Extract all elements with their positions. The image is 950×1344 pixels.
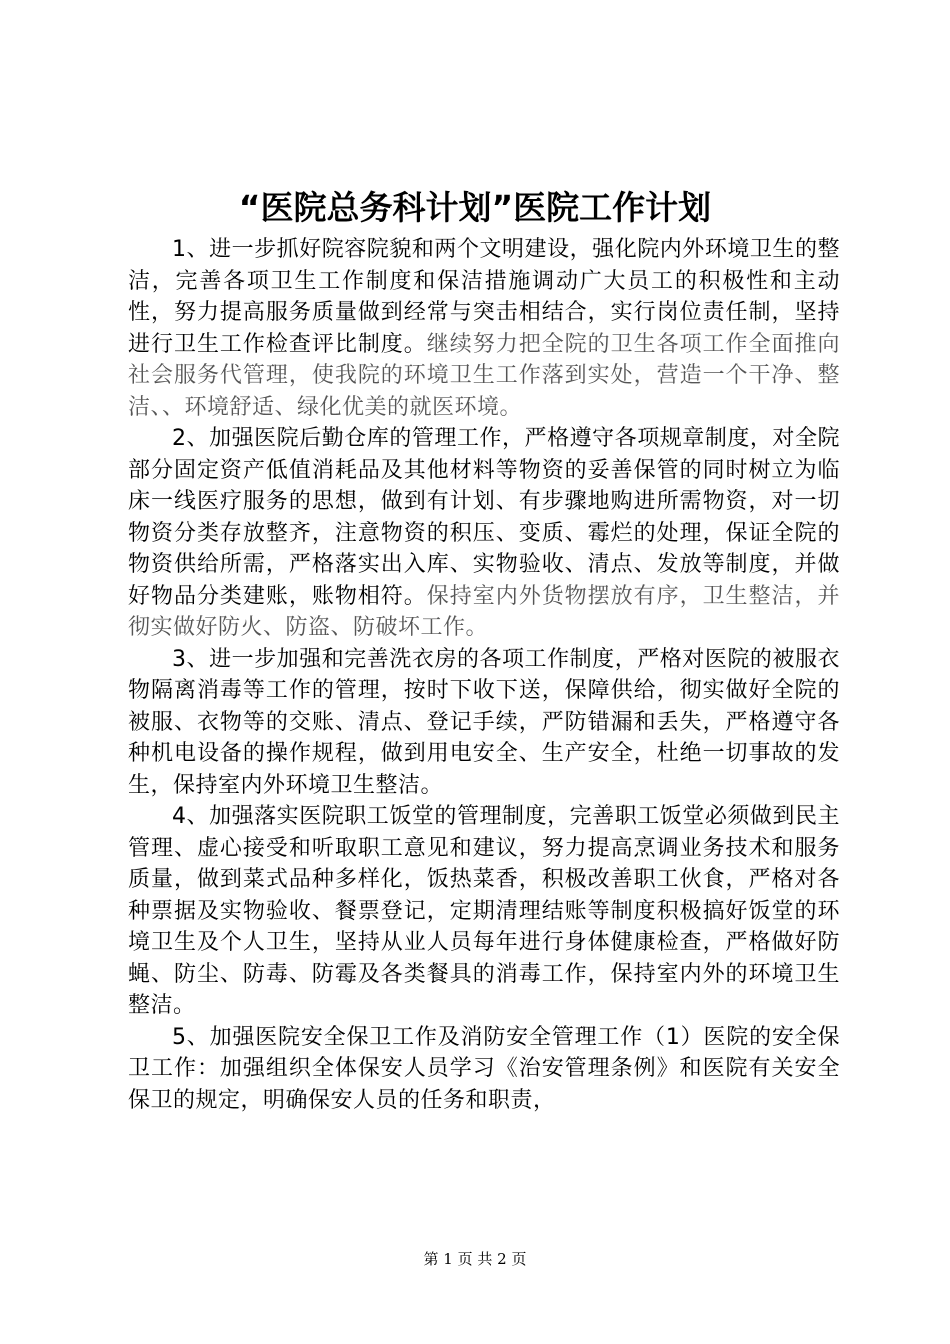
document-body [128,234,840,1116]
paragraph-4 [128,801,840,1022]
document-title: “医院总务科计划”医院工作计划 [238,188,712,227]
paragraph-3-text: 3、进一步加强和完善洗衣房的各项工作制度，严格对医院的被服衣物隔离消毒等工作的管理，按时下收下送，保障供给，彻实做好全院的被服、衣物等的交账、清点、登记手续，严防错漏和丢失，严格遵守各种机电设备的操作规程，做到用电安全、生产安全，杜绝一切事故的发生，保持室内外环境卫生整洁。 [128,646,840,798]
paragraph-4-text: 4、加强落实医院职工饭堂的管理制度，完善职工饭堂必须做到民主管理、虚心接受和听取职工意见和建议，努力提高烹调业务技术和服务质量，做到菜式品种多样化，饭热菜香，积极改善职工伙食，严格对各种票据及实物验收、餐票登记，定期清理结账等制度积极搞好饭堂的环境卫生及个人卫生，坚持从业人员每年进行身体健康检查，严格做好防蝇、防尘、防毒、防霉及各类餐具的消毒工作，保持室内外的环境卫生整洁。 [128,804,840,1018]
paragraph-1 [128,234,840,423]
paragraph-5-text: 5、加强医院安全保卫工作及消防安全管理工作（1）医院的安全保卫工作：加强组织全体保安人员学习《治安管理条例》和医院有关安全保卫的规定，明确保安人员的任务和职责， [128,1024,840,1113]
paragraph-5 [128,1022,840,1117]
paragraph-3 [128,644,840,802]
page-footer: 第 1 页 共 2 页 [423,1250,527,1268]
paragraph-2-text: 2、加强医院后勤仓库的管理工作，严格遵守各项规章制度，对全院部分固定资产低值消耗品及其他材料等物资的妥善保管的同时树立为临床一线医疗服务的思想，做到有计划、有步骤地购进所需物资，对一切物资分类存放整齐，注意物资的积压、变质、霉烂的处理，保证全院的物资供给所需，严格落实出入库、实物验收、清点、发放等制度，并做好物品分类建账，账物相符。 [128,426,840,609]
paragraph-2-light-text: 保持室内外货物摆放有序，卫生整洁，并彻实做好防火、防盗、防破坏工作。 [128,583,840,640]
paragraph-1-light-text: 继续努力把全院的卫生各项工作全面推向社会服务代管理，使我院的环境卫生工作落到实处，营造一个干净、整洁、、环境舒适、绿化优美的就医环境。 [128,331,840,420]
paragraph-1-text: 1、进一步抓好院容院貌和两个文明建设，强化院内外环境卫生的整洁，完善各项卫生工作制度和保洁措施调动广大员工的积极性和主动性，努力提高服务质量做到经常与突击相结合，实行岗位责任制，坚持进行卫生工作检查评比制度。 [128,237,840,357]
paragraph-2 [128,423,840,644]
